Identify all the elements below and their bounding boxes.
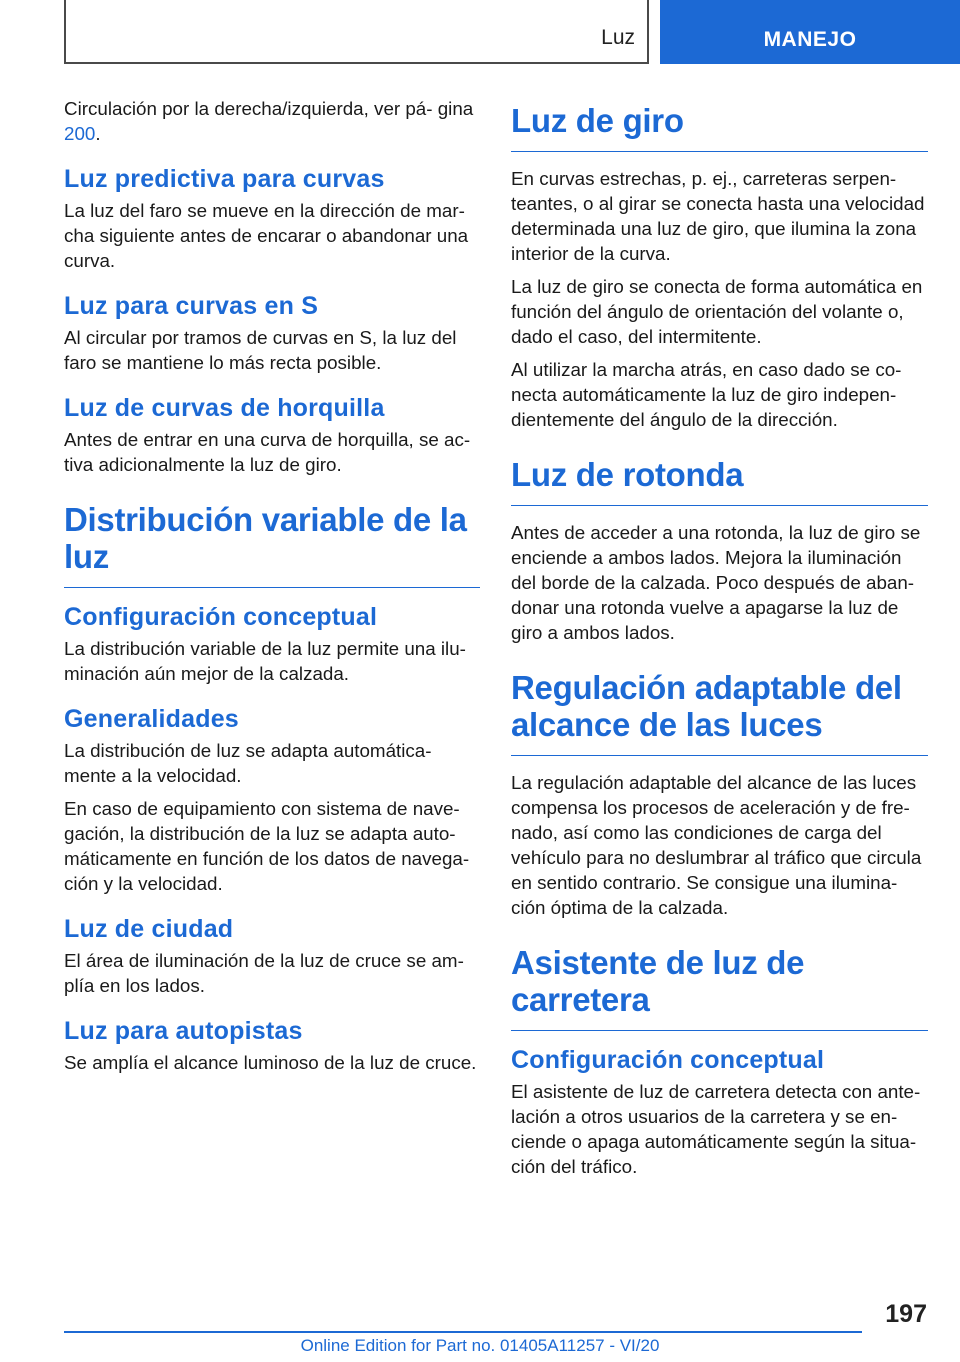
paragraph-curvas-s: Al circular por tramos de curvas en S, la luz del faro se mantiene lo más recta posible. [64,327,457,373]
heading-rotonda: Luz de rotonda [511,456,928,506]
heading-asistente: Asistente de luz de carretera [511,944,928,1031]
footer-divider [64,1331,862,1333]
heading-config-left: Configuración conceptual [64,603,378,631]
paragraph-giro-2: La luz de giro se conecta de forma automática en función del ángulo de orientación del volante o, dado el caso, del intermitente. [511,276,923,347]
chapter-tab[interactable] [660,0,960,64]
heading-generalidades: Generalidades [64,705,239,733]
page-number: 197 [885,1300,927,1328]
chapter-tab-label: MANEJO [763,28,857,51]
heading-autopistas: Luz para autopistas [64,1017,303,1045]
header-box [64,0,649,64]
right-column [511,96,928,1187]
left-column [64,96,480,1083]
heading-giro: Luz de giro [511,102,928,152]
paragraph-generalidades-2: En caso de equipamiento con sistema de nave‐ gación, la distribución de la luz se adapta auto‐ máticamente en función de los datos de navega‐ ción y la velocidad. [64,798,470,894]
heading-distribucion: Distribución variable de la luz [64,501,480,588]
heading-curvas-s: Luz para curvas en S [64,292,319,320]
intro-tail: . [95,123,101,144]
heading-predictiva: Luz predictiva para curvas [64,165,385,193]
paragraph-horquilla: Antes de entrar en una curva de horquilla, se ac‐ tiva adicionalmente la luz de giro. [64,429,471,475]
page-link[interactable]: 200 [64,123,96,144]
paragraph-giro-3: Al utilizar la marcha atrás, en caso dado se co‐ necta automáticamente la luz de giro indepen‐ dientemente del ángulo de la dirección. [511,359,902,430]
paragraph-generalidades-1: La distribución de luz se adapta automática‐ mente a la velocidad. [64,740,432,786]
paragraph-autopistas: Se amplía el alcance luminoso de la luz de cruce. [64,1052,477,1073]
header-section-title: Luz [601,26,635,49]
paragraph-predictiva: La luz del faro se mueve en la dirección de mar‐ cha siguiente antes de encarar o abandonar una curva. [64,200,469,271]
heading-ciudad: Luz de ciudad [64,915,234,943]
paragraph-giro-1: En curvas estrechas, p. ej., carreteras serpen‐ teantes, o al girar se conecta hasta una velocidad determinada una luz de giro, que ilumina la zona interior de la curva. [511,168,925,264]
paragraph-asistente: El asistente de luz de carretera detecta con ante‐ lación a otros usuarios de la carretera y se en‐ ciende o apaga automáticamente según la situa‐ ción del tráfico. [511,1081,921,1177]
paragraph-config-left: La distribución variable de la luz permite una ilu‐ minación aún mejor de la calzada. [64,638,466,684]
intro-text: Circulación por la derecha/izquierda, ver pá‐ gina [64,98,474,119]
intro-paragraph [64,96,480,146]
heading-horquilla: Luz de curvas de horquilla [64,394,385,422]
footer-edition: Online Edition for Part no. 01405A11257 - VI/20 [300,1336,660,1355]
paragraph-ciudad: El área de iluminación de la luz de cruce se am‐ plía en los lados. [64,950,464,996]
heading-config-right: Configuración conceptual [511,1046,825,1074]
paragraph-regulacion: La regulación adaptable del alcance de las luces compensa los procesos de aceleración y de fre‐ nado, así como las condiciones de carga del vehículo para no deslumbrar al tráfico que circula en sentido contrario. Se consigue una ilumina‐ ción óptima de la calzada. [511,772,922,918]
heading-regulacion: Regulación adaptable del alcance de las luces [511,669,928,756]
paragraph-rotonda: Antes de acceder a una rotonda, la luz de giro se enciende a ambos lados. Mejora la iluminación del borde de la calzada. Poco después de aban‐ donar una rotonda vuelve a apagarse la luz de giro a ambos lados. [511,522,921,643]
